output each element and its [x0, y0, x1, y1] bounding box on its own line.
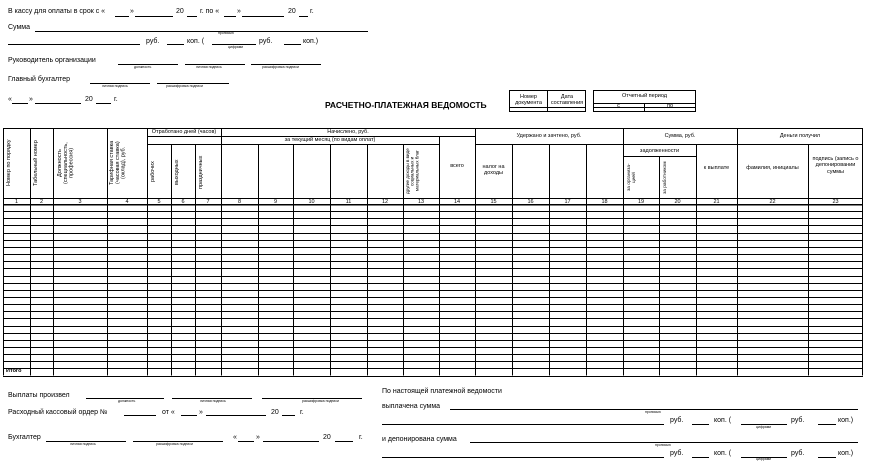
blank-line[interactable]	[238, 441, 254, 442]
doc-date-label: Дата составления	[550, 94, 584, 107]
caption-signature: личная подпись	[70, 442, 96, 446]
col-number: 10	[308, 199, 315, 205]
blank-line[interactable]	[263, 441, 319, 442]
sum-words-line[interactable]	[35, 31, 368, 32]
from-label: от «	[162, 409, 175, 416]
table-header	[3, 128, 863, 205]
doc-number-label: Номер документа	[515, 94, 542, 107]
rub-label: руб.	[670, 417, 684, 424]
col-number: 20	[674, 199, 681, 205]
caption-position: должность	[118, 399, 136, 403]
pay-period-label: В кассу для оплаты в срок с «	[8, 8, 106, 15]
col-number: 17	[564, 199, 571, 205]
col-number: 3	[78, 199, 82, 205]
blank-line[interactable]	[242, 16, 284, 17]
col-number: 14	[453, 199, 461, 205]
to-label: г. по «	[200, 8, 220, 15]
kop-label: коп.)	[838, 450, 854, 457]
blank-line[interactable]	[96, 103, 111, 104]
col-number: 11	[345, 199, 352, 205]
col-number: 6	[181, 199, 185, 205]
col-number: 21	[713, 199, 720, 205]
col-number: 16	[527, 199, 534, 205]
caption-name: расшифровка подписи	[166, 84, 203, 88]
col-number: 7	[206, 199, 210, 205]
col-number: 18	[601, 199, 608, 205]
col-header-working: рабочих	[150, 161, 156, 183]
col-number: 5	[157, 199, 161, 205]
col-number: 12	[381, 199, 389, 205]
caption-digits: цифрами	[756, 457, 772, 461]
deposited-amount-label: и депонирована сумма	[382, 436, 457, 443]
col-header-current-month: за текущий месяц (по видам оплат)	[284, 137, 376, 143]
kop-label: коп. (	[714, 450, 732, 457]
bookkeeper-label: Бухгалтер	[8, 434, 41, 441]
col-number: 1	[14, 199, 19, 205]
sum-label: Сумма	[8, 24, 30, 31]
caption-signature: личная подпись	[200, 399, 226, 403]
col-number: 4	[125, 199, 129, 205]
blank-line[interactable]	[135, 16, 173, 17]
year-suffix: г.	[300, 409, 304, 416]
col-header-received: Деньги получил	[779, 133, 821, 139]
col-header-debt-employee: за работником	[663, 161, 668, 194]
caption-signature: личная подпись	[196, 65, 222, 69]
col-header-other-income: другие доходы в виде социальных и материальных благ	[405, 148, 420, 194]
sum-words-line-2[interactable]	[8, 44, 140, 45]
paid-amount-words-line-2[interactable]	[382, 424, 664, 425]
year-prefix: 20	[288, 8, 296, 15]
rub-label: руб.	[791, 450, 805, 457]
caption-signature: личная подпись	[102, 84, 128, 88]
year-suffix: г.	[114, 96, 118, 103]
year-suffix: г.	[310, 8, 314, 15]
caption-position: должность	[134, 65, 152, 69]
kop-label: коп.)	[303, 38, 319, 45]
caption-name: расшифровка подписи	[156, 442, 193, 446]
blank-line[interactable]	[224, 16, 236, 17]
caption-name: расшифровка подписи	[302, 399, 339, 403]
kop-line[interactable]	[167, 44, 184, 45]
caption-words: прописью	[655, 443, 671, 447]
kop-label: коп. (	[187, 38, 205, 45]
col-header-debt: задолженности	[639, 148, 680, 154]
col-header-weekends: выходных	[174, 159, 180, 185]
period-from-label: с	[617, 103, 620, 109]
rub-label: руб.	[670, 450, 684, 457]
year-prefix: 20	[323, 434, 331, 441]
total-row-label: Итого	[6, 368, 22, 374]
col-header-to-pay: к выплате	[703, 165, 730, 171]
col-header-position: Должность (специальность, профессия)	[57, 142, 75, 184]
col-number: 23	[832, 199, 839, 205]
paid-amount-label: выплачена сумма	[382, 403, 441, 410]
caption-name: расшифровка подписи	[262, 65, 299, 69]
deposited-amount-words-line-2[interactable]	[382, 457, 664, 458]
table-body[interactable]	[3, 204, 863, 379]
col-number: 13	[417, 199, 425, 205]
col-number: 19	[637, 199, 645, 205]
col-header-signature: подпись (запись о депонировании суммы	[812, 156, 859, 175]
quote: »	[256, 434, 260, 441]
kop-line[interactable]	[692, 457, 709, 458]
rub-label: руб.	[791, 417, 805, 424]
quote: »	[237, 8, 241, 15]
document-title: РАСЧЕТНО-ПЛАТЕЖНАЯ ВЕДОМОСТЬ	[325, 100, 487, 110]
rub-label: руб.	[259, 38, 273, 45]
blank-line[interactable]	[299, 16, 308, 17]
col-number: 15	[490, 199, 497, 205]
year-suffix: г.	[359, 434, 363, 441]
blank-line[interactable]	[181, 415, 197, 416]
paid-by-label: Выплаты произвел	[8, 392, 70, 399]
caption-words: прописью	[218, 31, 234, 35]
quote: »	[130, 8, 134, 15]
blank-line[interactable]	[35, 103, 81, 104]
col-header-debt-organization: за организа-цией	[627, 163, 638, 192]
col-header-amount: Сумма, руб.	[664, 133, 696, 139]
cash-order-number-line[interactable]	[124, 415, 156, 416]
caption-words: прописью	[645, 410, 661, 414]
col-header-holidays: праздничных	[198, 155, 204, 189]
col-header-tariff: Тарифная ставка (часовая ставка) (оклад), руб.	[109, 140, 127, 186]
col-number: 8	[237, 199, 242, 205]
kop-line[interactable]	[818, 424, 836, 425]
period-label: Отчетный период	[622, 93, 667, 99]
col-header-row-number: Номер по порядку	[6, 139, 12, 187]
kop-line[interactable]	[284, 44, 301, 45]
quote: »	[199, 409, 203, 416]
blank-line[interactable]	[115, 16, 129, 17]
kop-label: коп. (	[714, 417, 732, 424]
caption-digits: цифрами	[756, 425, 772, 429]
col-header-personnel-number: Табельный номер	[33, 140, 39, 186]
caption-digits: цифрами	[228, 45, 244, 49]
col-header-income-tax: налог на доходы	[482, 164, 505, 177]
blank-line[interactable]	[12, 103, 28, 104]
blank-line[interactable]	[335, 441, 353, 442]
col-number: 9	[273, 199, 278, 205]
statement-label: По настоящей платежной ведомости	[382, 388, 502, 395]
quote: «	[233, 434, 237, 441]
quote: »	[29, 96, 33, 103]
col-header-accrued: Начислено, руб.	[327, 129, 369, 135]
kop-label: коп.)	[838, 417, 854, 424]
blank-line[interactable]	[187, 16, 197, 17]
year-prefix: 20	[271, 409, 279, 416]
period-to-label: по	[666, 103, 674, 109]
year-prefix: 20	[85, 96, 93, 103]
kop-line[interactable]	[818, 457, 836, 458]
col-number: 22	[769, 199, 776, 205]
chief-accountant-label: Главный бухгалтер	[8, 76, 70, 83]
col-header-worked: Отработано дней (часов)	[151, 129, 217, 135]
blank-line[interactable]	[206, 415, 266, 416]
kop-line[interactable]	[692, 424, 709, 425]
quote: «	[8, 96, 12, 103]
col-header-full-name: фамилия, инициалы	[746, 165, 799, 171]
col-header-total: всего	[450, 163, 464, 169]
cash-order-label: Расходный кассовый ордер №	[8, 409, 108, 416]
blank-line[interactable]	[282, 415, 295, 416]
rub-label: руб.	[146, 38, 160, 45]
year-prefix: 20	[176, 8, 184, 15]
col-header-withheld: Удержано и зачтено, руб.	[516, 133, 582, 139]
col-number: 2	[39, 199, 44, 205]
head-label: Руководитель организации	[8, 57, 96, 64]
